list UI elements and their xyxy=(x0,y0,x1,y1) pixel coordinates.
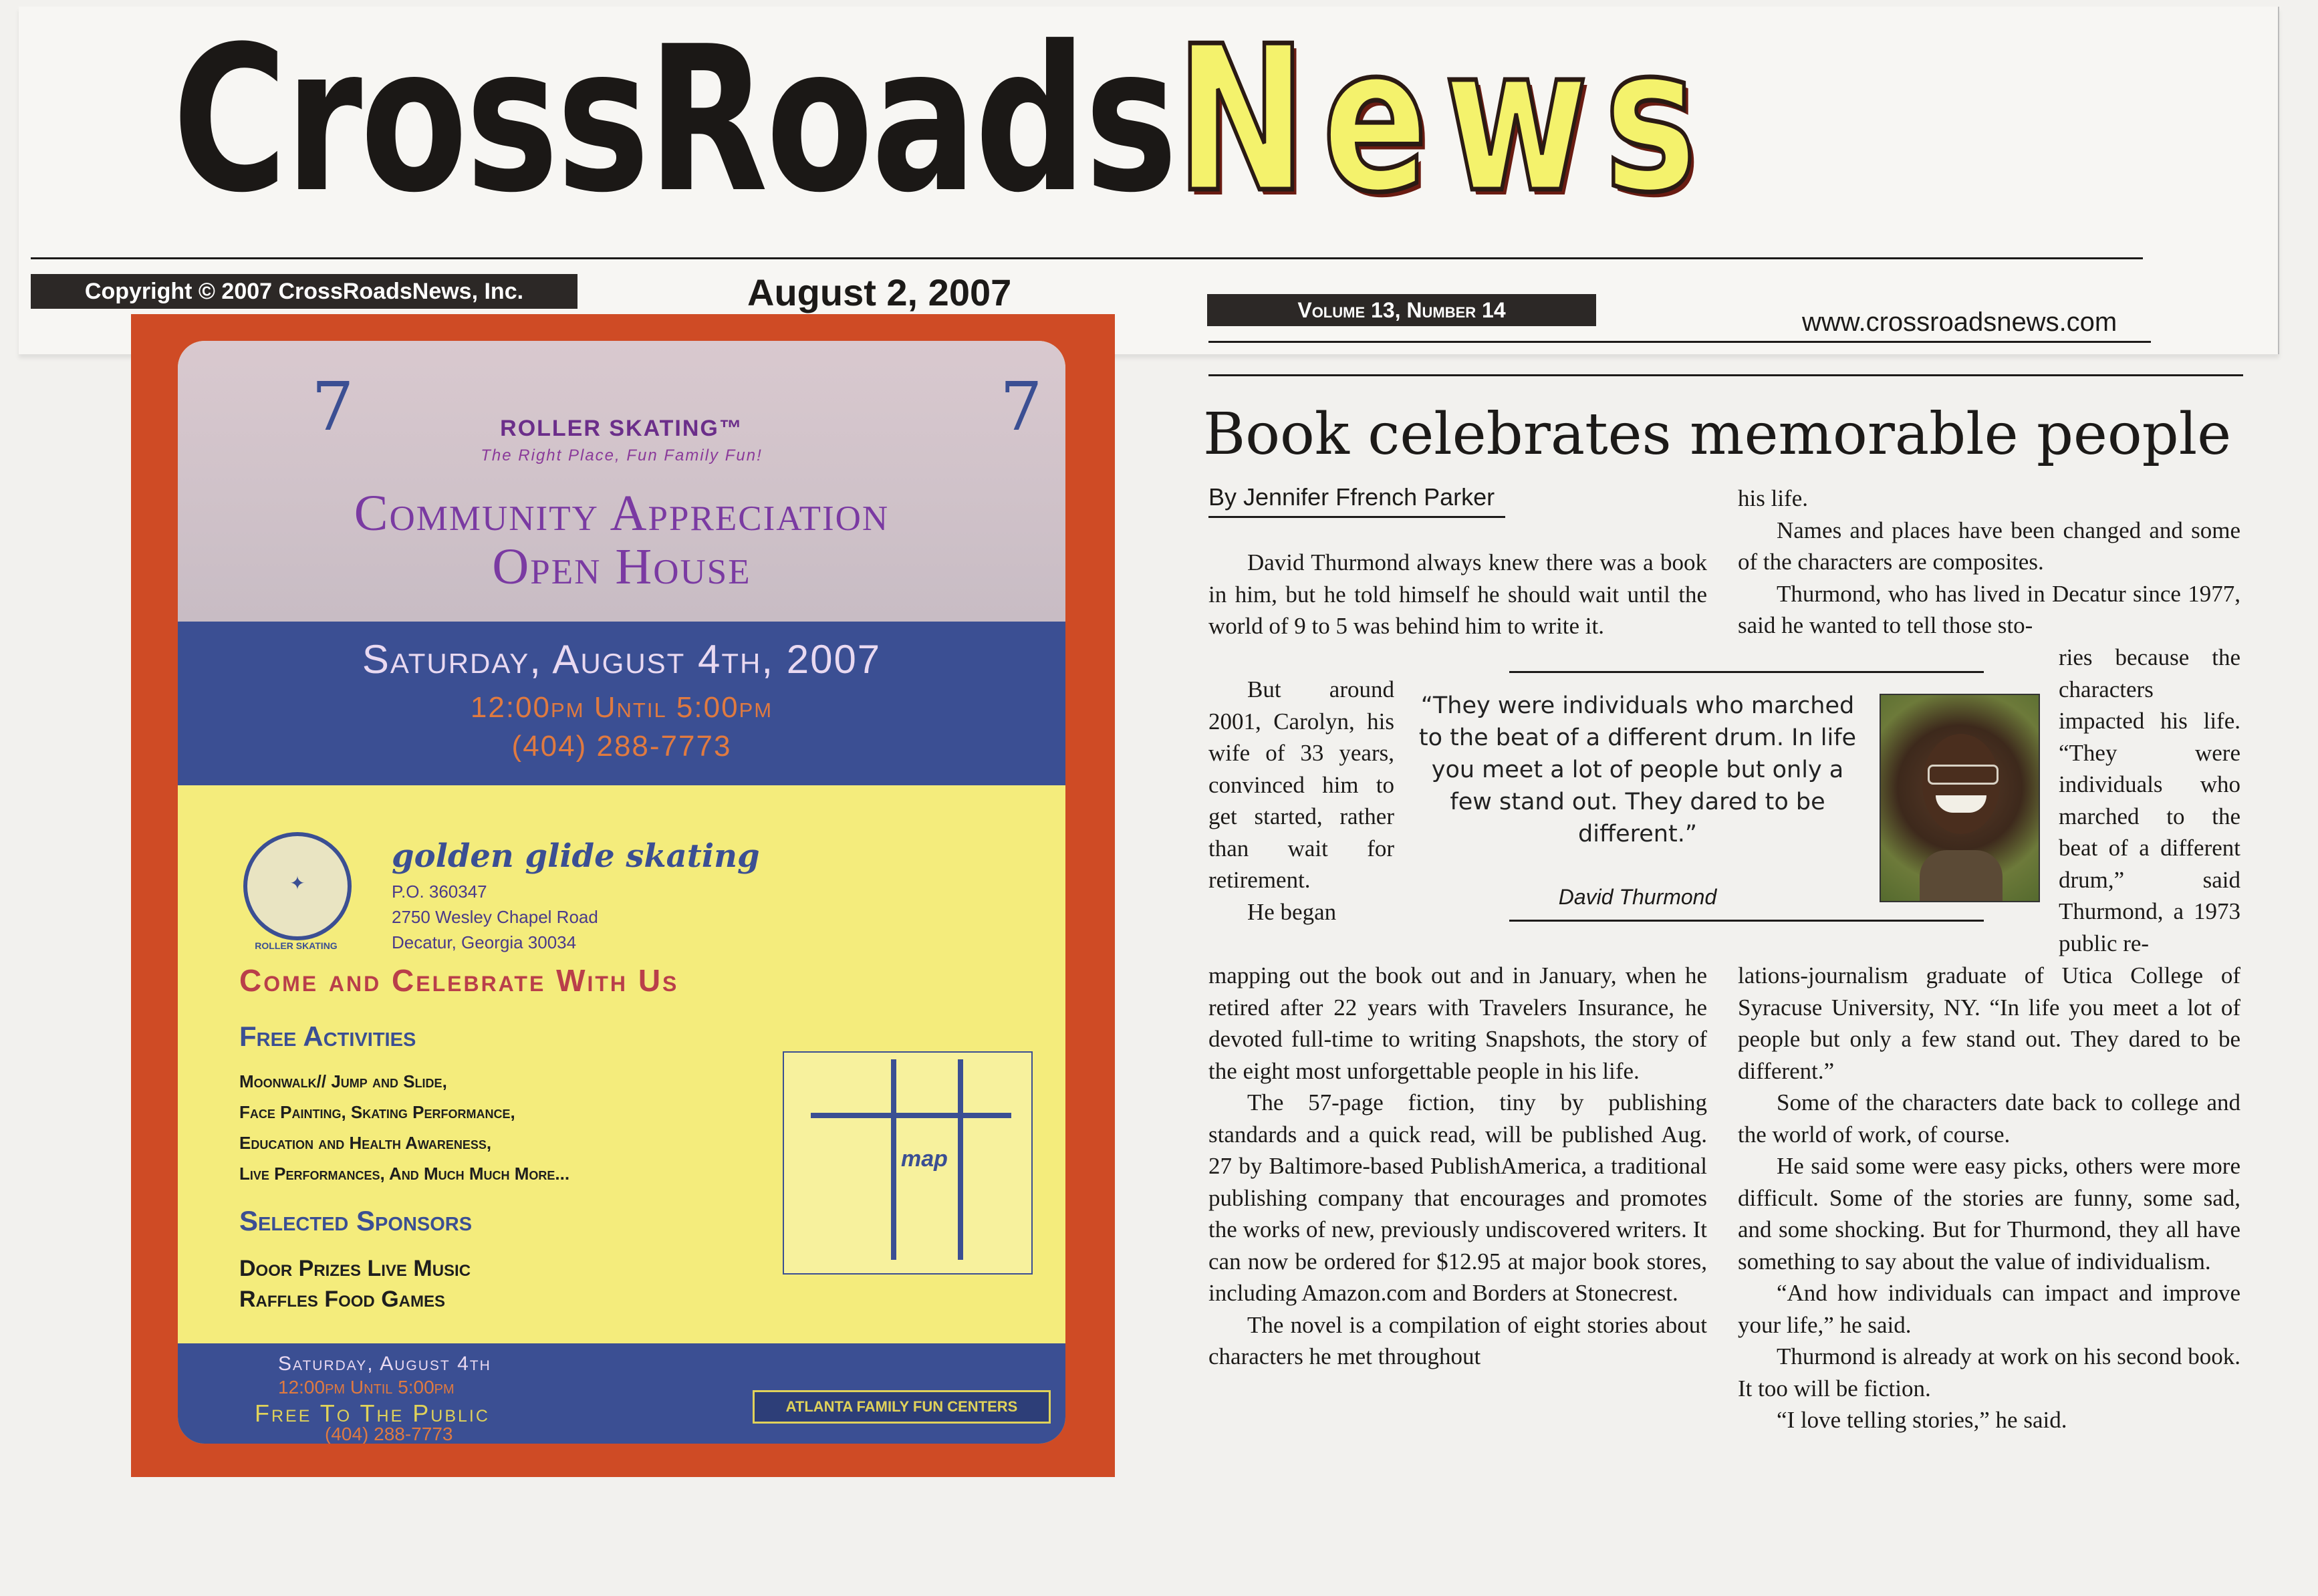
ad-headline-1: Community Appreciation xyxy=(354,485,890,541)
rink-badge-icon: ✦ xyxy=(289,874,305,894)
sponsor-line: Door Prizes Live Music xyxy=(239,1256,471,1281)
ad-bottom-time: 12:00pm Until 5:00pm xyxy=(278,1377,455,1398)
sponsor-line: Raffles Food Games xyxy=(239,1287,445,1312)
ad-header-area xyxy=(178,341,1065,622)
ad-time-line: 12:00pm Until 5:00pm xyxy=(470,691,773,724)
issue-date: August 2, 2007 xyxy=(747,271,1012,313)
ad-bottom-free: Free To The Public xyxy=(255,1400,490,1427)
article-paragraph: He began xyxy=(1247,898,1337,925)
article-paragraph: He said some were easy picks, others were more difficult. Some of the stories are funny, some sad, and some shocking. But for Thurmond, they all have something to say about the value of individualism. xyxy=(1738,1153,2240,1275)
ad-brand: ROLLER SKATING™ xyxy=(500,416,743,441)
pull-quote-rule-bottom xyxy=(1509,920,1984,922)
article-paragraph: Thurmond is already at work on his second book. It too will be fiction. xyxy=(1738,1343,2240,1402)
ad-details-area xyxy=(178,785,1065,1343)
advertisement xyxy=(131,314,1115,1477)
rink-badge-logo xyxy=(243,832,352,940)
ad-bottom-date: Saturday, August 4th xyxy=(278,1353,491,1375)
article-paragraph: Some of the characters date back to college and the world of work, of course. xyxy=(1738,1089,2240,1148)
article-paragraph: ries because the characters impacted his life. “They were individuals who marched to the beat of a different drum,” said Thurmond, a 1973 public re- xyxy=(2059,644,2240,956)
rink-address-3: Decatur, Georgia 30034 xyxy=(392,932,577,952)
article-column-2-top xyxy=(1738,483,2240,642)
ad-footer-band xyxy=(178,1343,1065,1444)
rink-address-1: P.O. 360347 xyxy=(392,882,487,902)
author-photo xyxy=(1880,694,2040,902)
article-byline: By Jennifer Ffrench Parker xyxy=(1208,483,1495,511)
map-road xyxy=(811,1113,1011,1118)
ad-celebrate: Come and Celebrate With Us xyxy=(239,963,679,998)
ad-date-band xyxy=(178,622,1065,785)
rink-address-2: 2750 Wesley Chapel Road xyxy=(392,907,598,927)
map-road xyxy=(958,1059,963,1260)
article-paragraph: mapping out the book out and in January, when he retired after 22 years with Travelers Insurance, he devoted full-time to writing Snapshots, the story of the eight most unforgettable people in his life. xyxy=(1208,962,1707,1084)
byline-rule xyxy=(1208,516,1505,518)
activity-item: Face Painting, Skating Performance, xyxy=(239,1102,515,1122)
article-paragraph: Thurmond, who has lived in Decatur since 1977, said he wanted to tell those sto- xyxy=(1738,580,2240,638)
rink-name: golden glide skating xyxy=(392,837,760,875)
photo-shirt xyxy=(1920,850,2003,902)
masthead-rule-bottom xyxy=(1208,341,2151,343)
logo-news: News xyxy=(1175,3,1713,237)
article-column-2-bottom xyxy=(1738,960,2240,1436)
article-column-2-narrow xyxy=(2059,642,2240,959)
article-paragraph: But around 2001, Carolyn, his wife of 33 years, convinced him to get started, rather than wait for retirement. xyxy=(1208,676,1394,893)
copyright-bar: Copyright © 2007 CrossRoadsNews, Inc. xyxy=(31,274,577,309)
article-paragraph: “I love telling stories,” he said. xyxy=(1777,1407,2067,1433)
logo-crossroads: CrossRoads xyxy=(172,3,1176,237)
ad-card xyxy=(178,341,1065,1444)
ad-bottom-phone: (404) 288-7773 xyxy=(325,1424,453,1444)
free-activities-list xyxy=(239,1066,569,1189)
article-paragraph: The 57-page fiction, tiny by publishing standards and a quick read, will be published Aug. 27 by Baltimore-based PublishAmerica, a traditional publishing company that encourages and promotes the works of new, previously undiscovered writers. It can now be ordered for $12.95 at major book stores, including Amazon.com and Borders at Stonecrest. xyxy=(1208,1089,1707,1306)
ad-headline-2: Open House xyxy=(492,539,751,595)
pull-quote: “They were individuals who marched to the beat of a different drum. In life you meet a lot of people but only a few stand out. They dared to be different.” xyxy=(1418,692,1857,847)
rink-address xyxy=(392,879,598,955)
ad-date-line: Saturday, August 4th, 2007 xyxy=(362,637,882,682)
map-label: map xyxy=(901,1146,948,1172)
activity-item: Live Performances, And Much Much More... xyxy=(239,1164,570,1184)
rink-badge-text: ROLLER SKATING xyxy=(255,940,338,951)
activity-item: Education and Health Awareness, xyxy=(239,1133,492,1153)
map-road xyxy=(891,1059,896,1260)
masthead xyxy=(19,3,2279,354)
pull-quote-attribution: David Thurmond xyxy=(1558,885,1717,909)
website-link[interactable]: www.crossroadsnews.com xyxy=(1802,307,2117,337)
article-paragraph: lations-journalism graduate of Utica College of Syracuse University, NY. “In life you meet a lot of people but only a few stand out. They dared to be different.” xyxy=(1738,962,2240,1084)
article-column-1-top xyxy=(1208,547,1707,642)
volume-bar: Volume 13, Number 14 xyxy=(1207,294,1596,326)
article-column-1-narrow xyxy=(1208,674,1394,928)
article-column-1-bottom xyxy=(1208,960,1707,1373)
sponsors-title: Selected Sponsors xyxy=(239,1205,473,1236)
ad-phone: (404) 288-7773 xyxy=(511,730,732,763)
article-paragraph: David Thurmond always knew there was a book in him, but he told himself he should wait until the world of 9 to 5 was behind him to write it. xyxy=(1208,549,1707,639)
ad-map xyxy=(783,1051,1033,1275)
free-activities-title: Free Activities xyxy=(239,1021,416,1052)
article-top-rule xyxy=(1208,374,2243,376)
pull-quote-rule-top xyxy=(1509,671,1984,673)
masthead-rule-top xyxy=(31,257,2143,259)
ad-number-left: 7 xyxy=(311,368,354,446)
article-paragraph: his life. xyxy=(1738,485,1808,511)
ad-number-right: 7 xyxy=(1000,368,1043,446)
ad-tagline: The Right Place, Fun Family Fun! xyxy=(481,446,763,464)
article-headline: Book celebrates memorable people xyxy=(1203,401,2232,468)
masthead-logo xyxy=(172,3,1713,237)
sponsors-list xyxy=(239,1253,471,1315)
sponsor-logo: ATLANTA FAMILY FUN CENTERS xyxy=(753,1390,1051,1424)
article-paragraph: Names and places have been changed and some of the characters are composites. xyxy=(1738,517,2240,575)
article-paragraph: “And how individuals can impact and improve your life,” he said. xyxy=(1738,1280,2240,1338)
activity-item: Moonwalk// Jump and Slide, xyxy=(239,1071,447,1091)
photo-glasses xyxy=(1928,765,1999,785)
article-paragraph: The novel is a compilation of eight stories about characters he met throughout xyxy=(1208,1311,1707,1369)
